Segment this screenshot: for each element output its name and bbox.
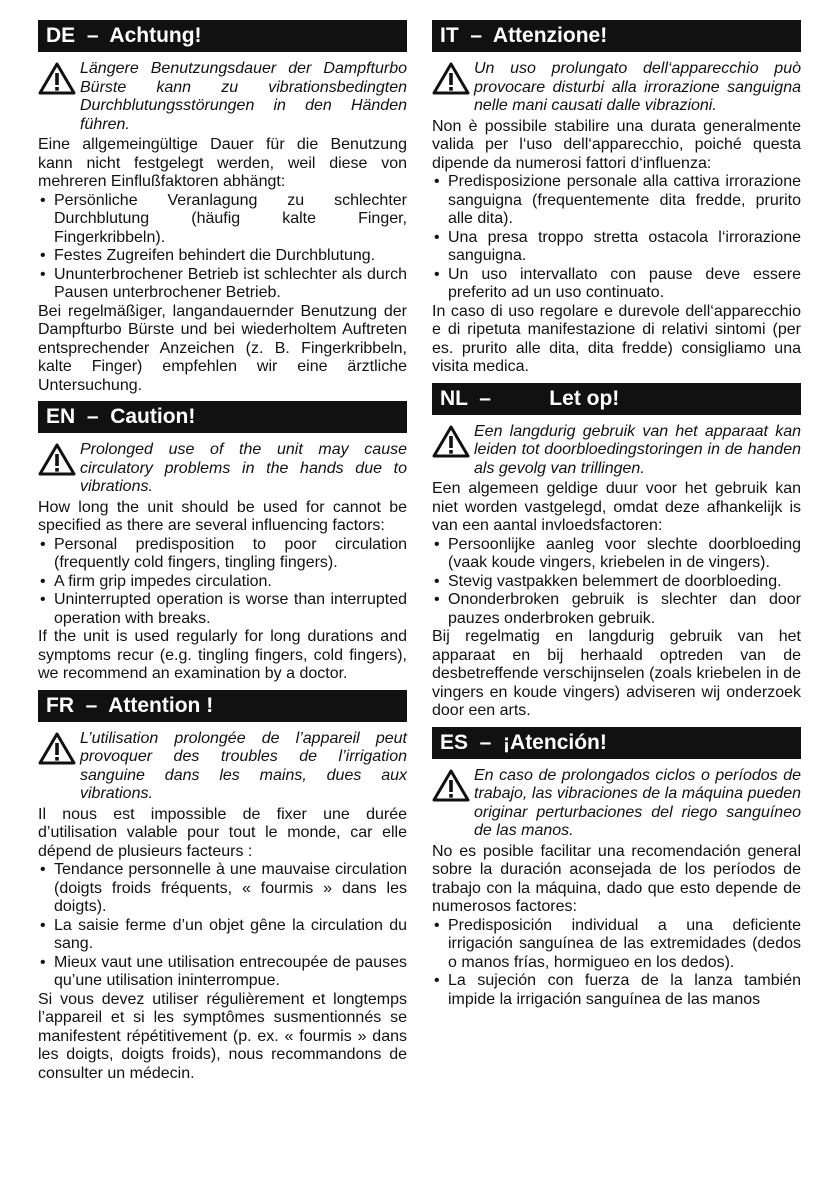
section-nl [432,383,801,721]
warning-text: Prolonged use of the unit may cause circulatory problems in the hands due to vibrations. [80,441,407,495]
factor-list [38,861,407,991]
recommendation-paragraph: If the unit is used regularly for long durations and symptoms recur (e.g. tingling fingers, cold fingers), we recommend an examination by a doctor. [38,628,407,682]
intro-paragraph: How long the unit should be used for cannot be specified as there are several influencing factors: [38,498,407,534]
list-item: • La sujeción con fuerza de la lanza también impide la irrigación sanguínea de las manos [432,972,801,1009]
recommendation-paragraph: In caso di uso regolare e durevole dell‘apparecchio e di ripetuta manifestazione di relativi sintomi (per es. prurito alle dita, dita fredde) consigliamo una visita medica. [432,302,801,375]
section-header: DE – Achtung! [38,20,407,52]
intro-paragraph: Non è possibile stabilire una durata generalmente valida per l‘uso dell‘apparecchio, poiché questa dipende da numerosi fattori d‘influenza: [432,117,801,172]
section-en [38,401,407,684]
section-header: ES – ¡Atención! [432,727,801,759]
list-item: • Festes Zugreifen behindert die Durchblutung. [38,247,407,266]
intro-paragraph: Een algemeen geldige duur voor het gebruik kan niet worden vastgelegd, omdat deze afhankelijk is van een aantal invloedsfactoren: [432,480,801,534]
section-it [432,20,801,377]
warning-text: Een langdurig gebruik van het apparaat kan leiden tot doorbloedingstoringen in de handen als gevolg van trillingen. [474,422,801,477]
warning-triangle-icon [38,62,76,95]
section-header: FR – Attention ! [38,690,407,722]
warning-triangle-icon [432,62,470,95]
recommendation-paragraph: Si vous devez utiliser régulièrement et longtemps l’appareil et si les symptômes susmentionnés se manifestent répétitivement (p. ex. « fourmis » dans les doigts, doigts froids), nous recommandons de consulter un médecin. [38,990,407,1082]
warning-text: En caso de prolongados ciclos o períodos de trabajo, las vibraciones de la máquina pueden originar perturbaciones del riego sanguíneo de las manos. [474,766,801,839]
list-item: • Ononderbroken gebruik is slechter dan door pauzes onderbroken gebruik. [432,591,801,628]
list-item: • La saisie ferme d’un objet gêne la circulation du sang. [38,917,407,954]
intro-paragraph: Il nous est impossible de fixer une durée d’utilisation valable pour tout le monde, car elle dépend de plusieurs facteurs : [38,805,407,860]
right-column [432,20,801,1015]
section-de [38,20,407,395]
list-item: • Stevig vastpakken belemmert de doorbloeding. [432,573,801,592]
list-item: • Uninterrupted operation is worse than interrupted operation with breaks. [38,591,407,628]
factor-list [432,536,801,629]
warning-block [432,767,801,841]
list-item: • Personal predisposition to poor circulation (frequently cold fingers, tingling fingers). [38,536,407,573]
warning-block [38,730,407,804]
intro-paragraph: Eine allgemeingültige Dauer für die Benutzung kann nicht festgelegt werden, weil diese von mehreren Einflußfaktoren abhängt: [38,136,407,190]
list-item: • Predisposición individual a una deficiente irrigación sanguínea de las extremidades (dedos o manos frías, hormigueo en los dedos). [432,917,801,973]
warning-triangle-icon [38,732,76,765]
warning-triangle-icon [432,425,470,458]
list-item: • Persönliche Veranlagung zu schlechter Durchblutung (häufig kalte Finger, Fingerkribbeln). [38,192,407,248]
factor-list [38,192,407,303]
list-item: • Un uso intervallato con pause deve essere preferito ad un uso continuato. [432,266,801,303]
warning-text: Un uso prolungato dell‘apparecchio può provocare disturbi alla irrorazione sanguigna nelle mani causati dalle vibrazioni. [474,60,801,114]
factor-list [432,917,801,1010]
list-item: • Mieux vaut une utilisation entrecoupée de pauses qu’une utilisation ininterrompue. [38,954,407,991]
list-item: • Persoonlijke aanleg voor slechte doorbloeding (vaak koude vingers, kriebelen in de vingers). [432,536,801,573]
recommendation-paragraph: Bij regelmatig en langdurig gebruik van het apparaat en bij herhaald optreden van de desbetreffende verschijnselen (zoals kriebelen in de vingers en koude vingers) adviseren wij onderzoek door een arts. [432,628,801,719]
warning-text: L’utilisation prolongée de l’appareil peut provoquer des troubles de l’irrigation sanguine dans les mains, dues aux vibrations. [80,729,407,802]
section-fr [38,690,407,1084]
list-item: • Una presa troppo stretta ostacola l‘irrorazione sanguigna. [432,229,801,266]
warning-triangle-icon [432,769,470,802]
warning-block [432,60,801,116]
section-header: NL – Let op! [432,383,801,415]
list-item: • A firm grip impedes circulation. [38,573,407,592]
warning-block [38,60,407,134]
section-es [432,727,801,1010]
list-item: • Ununterbrochener Betrieb ist schlechter als durch Pausen unterbrochener Betrieb. [38,266,407,303]
list-item: • Predisposizione personale alla cattiva irrorazione sanguigna (frequentemente dita fredde, prurito alle dita). [432,173,801,229]
warning-block [432,423,801,479]
left-column [38,20,407,1089]
warning-triangle-icon [38,443,76,476]
factor-list [38,536,407,629]
warning-block [38,441,407,497]
list-item: • Tendance personnelle à une mauvaise circulation (doigts froids fréquents, « fourmis » dans les doigts). [38,861,407,917]
intro-paragraph: No es posible facilitar una recomendación general sobre la duración aconsejada de los períodos de trabajo con la máquina, dado que esto depende de numerosos factores: [432,842,801,915]
section-header: IT – Attenzione! [432,20,801,52]
factor-list [432,173,801,303]
section-header: EN – Caution! [38,401,407,433]
recommendation-paragraph: Bei regelmäßiger, langandauernder Benutzung der Dampfturbo Bürste und bei wiederholtem Auftreten entsprechender Anzeichen (z. B. Fingerkribbeln, kalte Finger) empfehlen wir eine ärztliche Untersuchung. [38,302,407,394]
warning-text: Längere Benutzungsdauer der Dampfturbo Bürste kann zu vibrationsbedingten Durchblutungsstörungen in den Händen führen. [80,60,407,133]
